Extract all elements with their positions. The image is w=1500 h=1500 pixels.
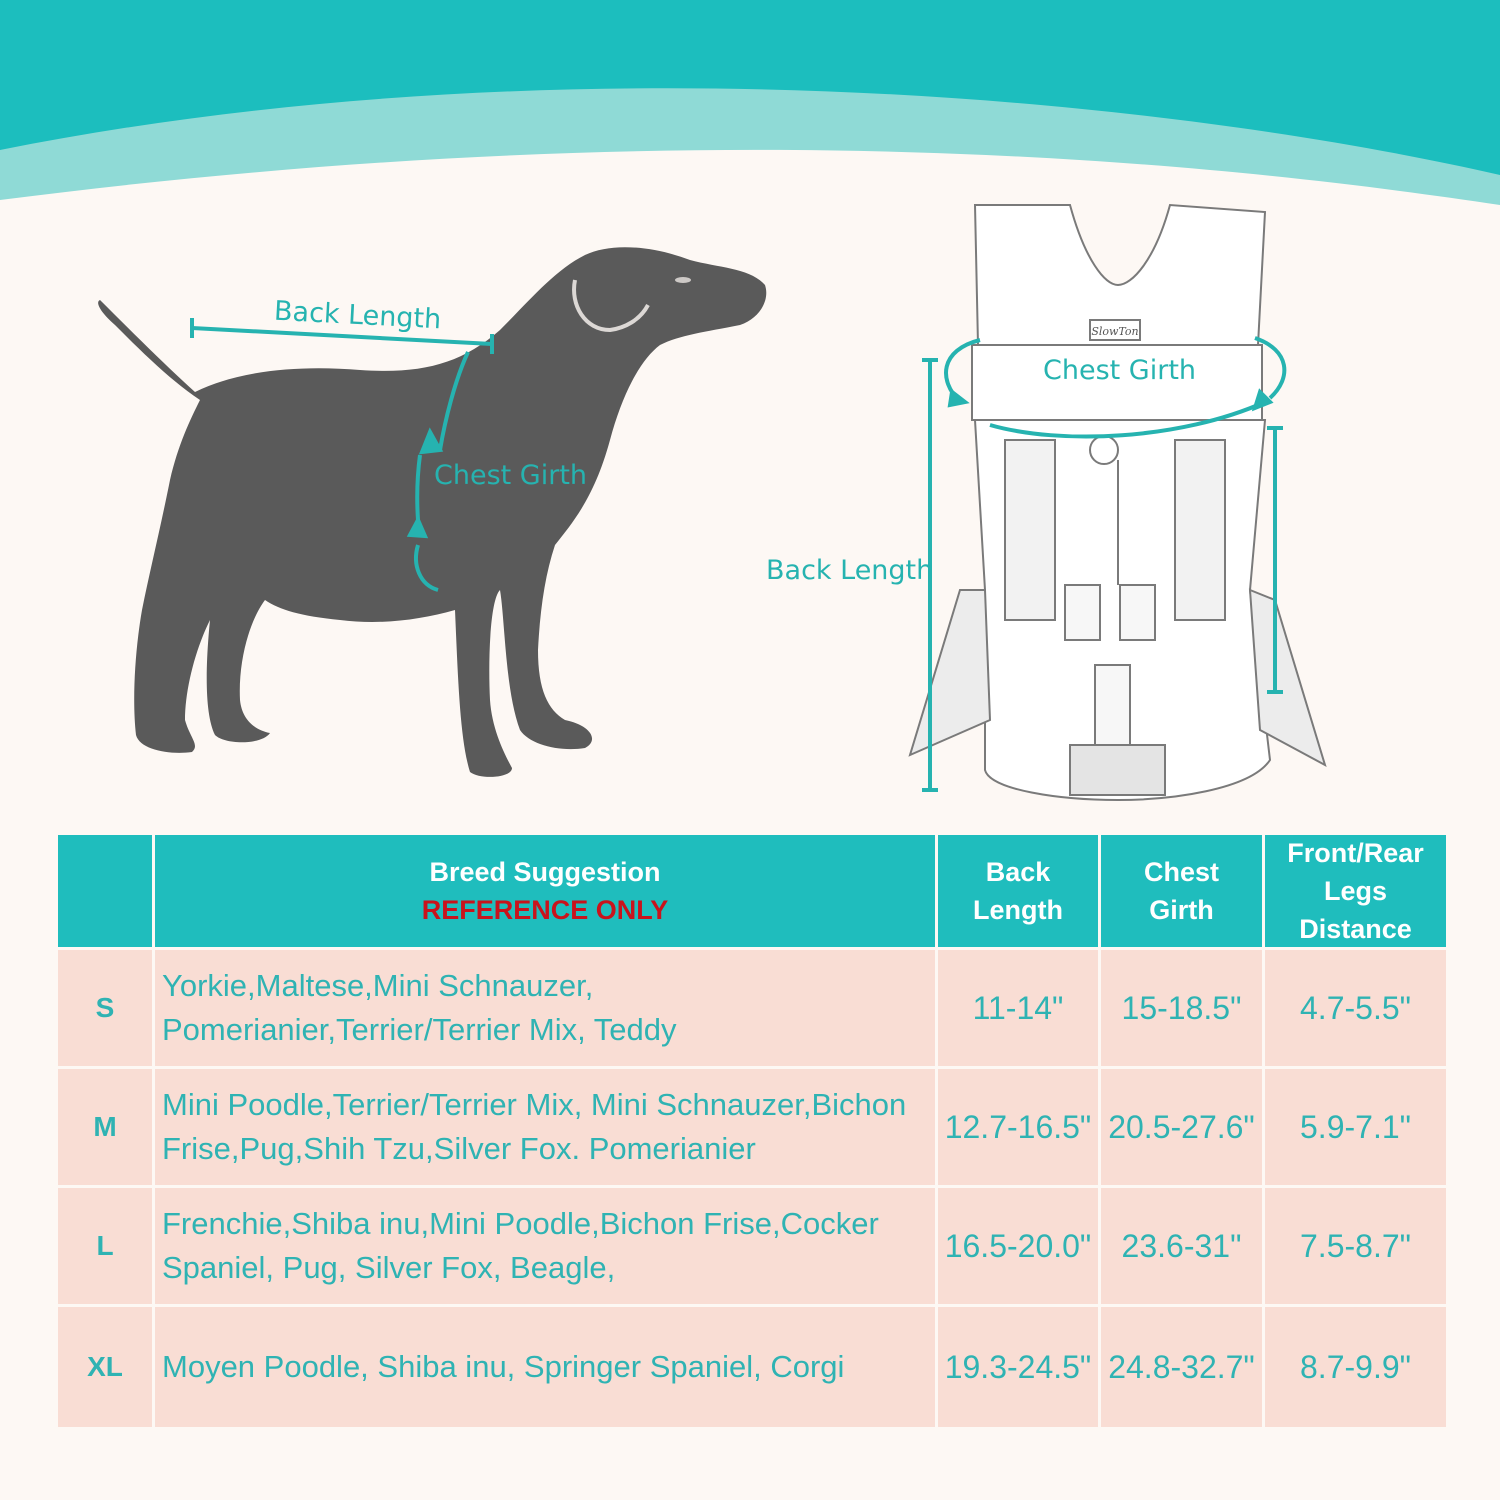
header-size [58, 835, 155, 950]
row-breeds: Frenchie,Shiba inu,Mini Poodle,Bichon Frise,Cocker Spaniel, Pug, Silver Fox, Beagle, [155, 1188, 938, 1307]
row-legs-distance: 4.7-5.5" [1265, 950, 1446, 1069]
row-back-length: 19.3-24.5" [938, 1307, 1101, 1427]
row-size: M [58, 1069, 155, 1188]
row-chest-girth: 23.6-31" [1101, 1188, 1265, 1307]
carrier-chest-girth-label: Chest Girth [1043, 355, 1197, 386]
header-breed-title: Breed Suggestion [429, 857, 661, 887]
dog-chest-girth-label: Chest Girth [434, 460, 588, 491]
dog-back-length-label: Back Length [273, 295, 442, 336]
row-legs-distance: 5.9-7.1" [1265, 1069, 1446, 1188]
header-chest-girth: Chest Girth [1101, 835, 1265, 950]
row-breeds: Yorkie,Maltese,Mini Schnauzer, Pomerianier,Terrier/Terrier Mix, Teddy [155, 950, 938, 1069]
header-legs-distance: Front/Rear Legs Distance [1265, 835, 1446, 950]
dog-eye [675, 277, 691, 283]
row-chest-girth: 24.8-32.7" [1101, 1307, 1265, 1427]
header-breed [155, 835, 938, 950]
row-breeds: Moyen Poodle, Shiba inu, Springer Spaniel, Corgi [155, 1307, 938, 1427]
row-legs-distance: 8.7-9.9" [1265, 1307, 1446, 1427]
row-chest-girth: 20.5-27.6" [1101, 1069, 1265, 1188]
row-back-length: 16.5-20.0" [938, 1188, 1101, 1307]
row-breeds: Mini Poodle,Terrier/Terrier Mix, Mini Schnauzer,Bichon Frise,Pug,Shih Tzu,Silver Fox. Pomerianier [155, 1069, 938, 1188]
size-table [58, 835, 1446, 1427]
header-back-length: Back Length [938, 835, 1101, 950]
row-back-length: 11-14" [938, 950, 1101, 1069]
row-size: XL [58, 1307, 155, 1427]
row-legs-distance: 7.5-8.7" [1265, 1188, 1446, 1307]
carrier-back-length-label: Back Length [766, 555, 934, 586]
carrier-backpack [910, 205, 1325, 800]
carrier-logo: SlowTon [1091, 325, 1139, 338]
row-chest-girth: 15-18.5" [1101, 950, 1265, 1069]
row-size: S [58, 950, 155, 1069]
header-breed-note: REFERENCE ONLY [421, 895, 669, 925]
row-back-length: 12.7-16.5" [938, 1069, 1101, 1188]
row-size: L [58, 1188, 155, 1307]
